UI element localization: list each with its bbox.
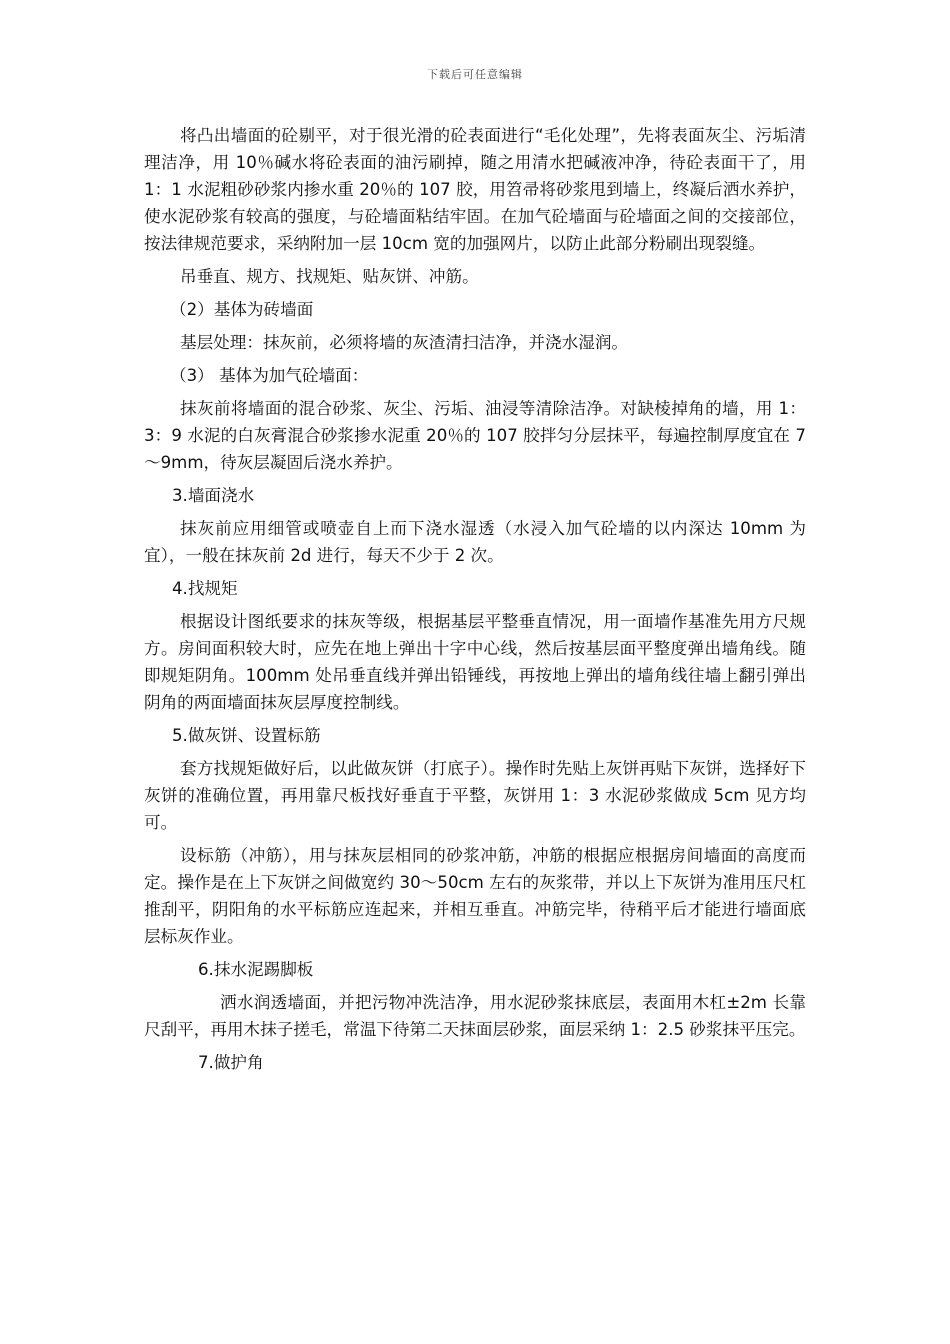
document-body <box>144 122 806 1082</box>
heading-plaster-cakes: 5.做灰饼、设置标筋 <box>172 726 321 745</box>
paragraph-find-rules: 根据设计图纸要求的抹灰等级，根据基层平整垂直情况，用一面墙作基准先用方尺规方。房间面积较大时，应先在地上弹出十字中心线，然后按基层面平整度弹出墙角线。随即规矩阴角。100mm 处吊垂直线并弹出铅锤线，再按地上弹出的墙角线往墙上翻引弹出阴角的两面墙面抹灰层厚度控制线。 <box>144 612 806 712</box>
paragraph-concrete-wall-treatment: 将凸出墙面的砼剔平，对于很光滑的砼表面进行“毛化处理”，先将表面灰尘、污垢清理洁净，用 10％碱水将砼表面的油污刷掉，随之用清水把碱液冲净，待砼表面干了，用 1：1 水泥粗砂砂浆内掺水重 20％的 107 胶，用笤帚将砂浆甩到墙上，终凝后洒水养护，使水泥砂浆有较高的强度，与砼墙面粘结牢固。在加气砼墙面与砼墙面之间的交接部位，按法律规范要求，采纳附加一层 10cm 宽的加强网片，以防止此部分粉刷出现裂缝。 <box>144 126 806 253</box>
page-header-note: 下载后可任意编辑 <box>427 68 523 81</box>
paragraph-skirting-board: 洒水润透墙面，并把污物冲洗洁净，用水泥砂浆抹底层，表面用木杠±2m 长靠尺刮平，再用木抹子搓毛，常温下待第二天抹面层砂浆，面层采纳 1：2.5 砂浆抹平压完。 <box>144 993 806 1039</box>
paragraph-wall-watering: 抹灰前应用细管或喷壶自上而下浇水湿透（水浸入加气砼墙的以内深达 10mm 为宜），一般在抹灰前 2d 进行，每天不少于 2 次。 <box>144 519 806 565</box>
heading-aerated-concrete-wall: （3） 基体为加气砼墙面： <box>170 366 369 385</box>
heading-wall-watering: 3.墙面浇水 <box>172 486 255 505</box>
heading-skirting-board: 6.抹水泥踢脚板 <box>198 960 314 979</box>
paragraph-aerated-concrete-cleaning: 抹灰前将墙面的混合砂浆、灰尘、污垢、油浸等清除洁净。对缺棱掉角的墙，用 1：3：9 水泥的白灰膏混合砂浆掺水泥重 20％的 107 胶拌匀分层抹平，每遍控制厚度宜在 7～9mm，待灰层凝固后浇水养护。 <box>144 399 806 472</box>
paragraph-plumb-square: 吊垂直、规方、找规矩、贴灰饼、冲筋。 <box>180 267 479 286</box>
paragraph-plaster-cakes: 套方找规矩做好后，以此做灰饼（打底子）。操作时先贴上灰饼再贴下灰饼，选择好下灰饼的准确位置，再用靠尺板找好垂直于平整，灰饼用 1：3 水泥砂浆做成 5cm 见方均可。 <box>144 759 806 832</box>
heading-find-rules: 4.找规矩 <box>172 579 238 598</box>
heading-brick-wall: （2）基体为砖墙面 <box>170 300 314 319</box>
heading-corner-guard: 7.做护角 <box>198 1053 264 1072</box>
paragraph-screed-ribs: 设标筋（冲筋），用与抹灰层相同的砂浆冲筋，冲筋的根据应根据房间墙面的高度而定。操作是在上下灰饼之间做宽约 30～50cm 左右的灰浆带，并以上下灰饼为准用压尺杠推刮平，阴阳角的水平标筋应连起来，并相互垂直。冲筋完毕，待稍平后才能进行墙面底层标灰作业。 <box>144 846 806 946</box>
paragraph-base-treatment: 基层处理：抹灰前，必须将墙的灰渣清扫洁净，并浇水湿润。 <box>180 333 629 352</box>
